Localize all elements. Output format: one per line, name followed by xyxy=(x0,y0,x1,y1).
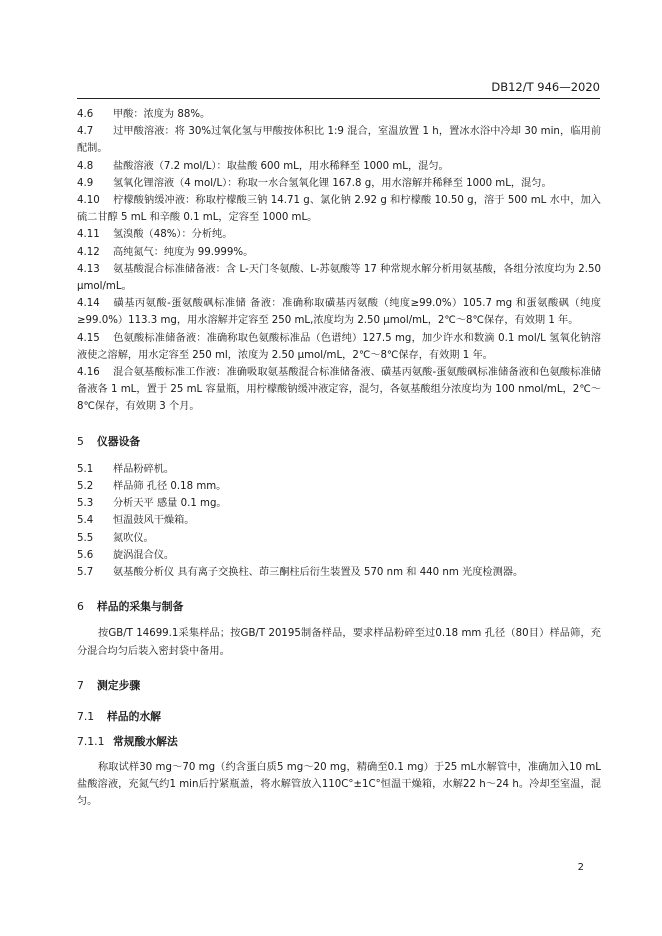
item-number: 5.7 xyxy=(77,567,94,579)
list-item xyxy=(77,295,601,329)
item-number: 4.13 xyxy=(77,263,100,275)
list-item xyxy=(77,192,601,226)
reagent-list xyxy=(77,106,601,416)
section-heading-6: 6 样品的采集与制备 xyxy=(77,600,184,614)
page-number: 2 xyxy=(577,862,584,873)
item-text: 磺基丙氨酸-蛋氨酸砜标准储 备液：准确称取磺基丙氨酸（纯度≥99.0%）105.7 mg 和蛋氨酸砜（纯度≥99.0%）113.3 mg，用水溶解并定容至 250 mL,浓度均为 2.50 μmol/mL，2℃～8℃保存，有效期 1 年。 xyxy=(77,298,601,327)
item-text: 甲酸：浓度为 88%。 xyxy=(113,109,211,120)
list-item xyxy=(77,106,601,123)
list-item xyxy=(77,364,601,416)
list-item xyxy=(77,530,601,547)
list-item xyxy=(77,244,601,261)
standard-code: DB12/T 946—2020 xyxy=(491,80,600,94)
item-number: 5.3 xyxy=(77,498,94,510)
item-number: 5.2 xyxy=(77,481,94,493)
section-heading-5: 5 仪器设备 xyxy=(77,434,141,448)
item-number: 4.11 xyxy=(77,229,100,241)
list-item xyxy=(77,461,601,478)
item-text: 旋涡混合仪。 xyxy=(113,549,175,561)
header-divider xyxy=(77,98,600,99)
list-item xyxy=(77,478,601,495)
item-number: 5.1 xyxy=(77,463,94,475)
item-text: 恒温鼓风干燥箱。 xyxy=(113,515,195,527)
item-text: 样品粉碎机。 xyxy=(113,463,175,475)
list-item xyxy=(77,175,601,192)
item-number: 4.16 xyxy=(77,367,100,379)
list-item xyxy=(77,158,601,175)
item-text: 盐酸溶液（7.2 mol/L）：取盐酸 600 mL，用水稀释至 1000 mL，混匀。 xyxy=(113,160,449,172)
item-number: 4.15 xyxy=(77,332,100,344)
item-text: 混合氨基酸标准工作液：准确吸取氨基酸混合标准储备液、磺基丙氨酸-蛋氨酸砜标准储备液和色氨酸标准储备液各 1 mL，置于 25 mL 容量瓶，用柠檬酸钠缓冲液定容，混匀，各氨基酸组分浓度均为 100 nmol/mL，2℃～8℃保存，有效期 3 个月。 xyxy=(77,367,601,413)
equipment-list xyxy=(77,461,601,581)
section-6-paragraph: 按GB/T 14699.1采集样品；按GB/T 20195制备样品，要求样品粉碎至过0.18 mm 孔径（80目）样品筛，充分混合均匀后装入密封袋中备用。 xyxy=(77,628,601,657)
subsection-heading-7-1: 7.1 样品的水解 xyxy=(77,710,161,724)
item-text: 柠檬酸钠缓冲液：称取柠檬酸三钠 14.71 g、氯化钠 2.92 g 和柠檬酸 10.50 g，溶于 500 mL 水中，加入硫二甘醇 5 mL 和辛酸 0.1 mL，定容至 1000 mL。 xyxy=(77,195,601,224)
item-number: 4.14 xyxy=(77,298,100,310)
item-text: 样品筛 孔径 0.18 mm。 xyxy=(113,481,227,493)
list-item xyxy=(77,547,601,564)
item-number: 4.7 xyxy=(77,126,94,138)
list-item xyxy=(77,261,601,295)
document-body xyxy=(77,106,601,810)
item-text: 氮吹仪。 xyxy=(113,532,154,544)
item-number: 4.9 xyxy=(77,177,94,189)
list-item xyxy=(77,226,601,243)
item-number: 4.10 xyxy=(77,195,100,207)
list-item xyxy=(77,495,601,512)
item-number: 4.8 xyxy=(77,160,94,172)
list-item xyxy=(77,330,601,364)
item-text: 分析天平 感量 0.1 mg。 xyxy=(113,498,227,510)
item-text: 氨基酸分析仪 具有离子交换柱、茚三酮柱后衍生装置及 570 nm 和 440 nm 光度检测器。 xyxy=(113,567,524,579)
item-number: 5.4 xyxy=(77,515,94,527)
item-number: 4.6 xyxy=(77,109,94,120)
item-number: 5.6 xyxy=(77,549,94,561)
item-number: 5.5 xyxy=(77,532,94,544)
item-text: 过甲酸溶液：将 30%过氧化氢与甲酸按体积比 1:9 混合，室温放置 1 h，置冰水浴中冷却 30 min，临用前配制。 xyxy=(77,126,601,155)
list-item xyxy=(77,123,601,157)
item-text: 色氨酸标准储备液：准确称取色氨酸标准品（色谱纯）127.5 mg，加少许水和数滴 0.1 mol/L 氢氧化钠溶液使之溶解，用水定容至 250 ml，浓度为 2.50 μmol/mL，2℃～8℃保存，有效期 1 年。 xyxy=(77,332,601,361)
list-item xyxy=(77,564,601,581)
item-text: 氢氧化锂溶液（4 mol/L）：称取一水合氢氧化锂 167.8 g，用水溶解并稀释至 1000 mL，混匀。 xyxy=(113,177,552,189)
item-text: 高纯氮气：纯度为 99.999%。 xyxy=(113,246,254,258)
subsection-heading-7-1-1: 7.1.1 常规酸水解法 xyxy=(77,735,178,749)
item-number: 4.12 xyxy=(77,246,100,258)
section-heading-7: 7 测定步骤 xyxy=(77,678,141,692)
section-7-1-1-paragraph: 称取试样30 mg～70 mg（约含蛋白质5 mg～20 mg，精确至0.1 mg）于25 mL水解管中，准确加入10 mL盐酸溶液，充氮气约1 min后拧紧瓶盖，将水解管放入110C°±1C°恒温干燥箱，水解22 h～24 h。冷却至室温，混匀。 xyxy=(77,761,601,807)
item-text: 氨基酸混合标准储备液：含 L-天门冬氨酸、L-苏氨酸等 17 种常规水解分析用氨基酸，各组分浓度均为 2.50 μmol/mL。 xyxy=(77,263,601,293)
list-item xyxy=(77,512,601,529)
item-text: 氢溴酸（48%）：分析纯。 xyxy=(113,229,233,241)
